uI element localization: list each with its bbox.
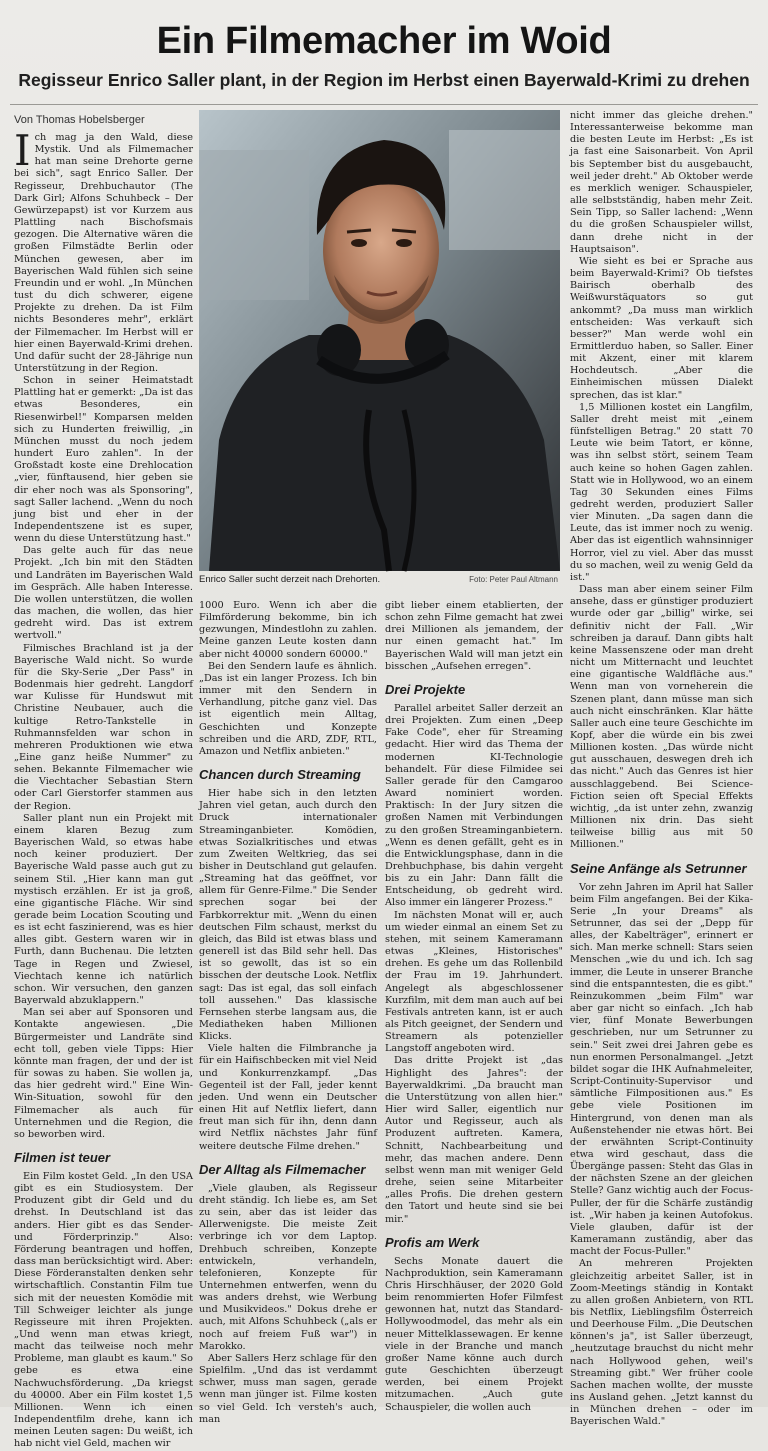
article-column-1 xyxy=(14,126,193,1450)
paragraph: Bei den Sendern laufe es ähnlich. „Das ist ein langer Prozess. Ich bin immer mit den Sendern in Verhandlung, pitche ganz viel. Das ist eigentlich mein Alltag, Geschichten und Konzepte schreiben und die ARD, ZDF, RTL, Amazon und Netflix anbieten." xyxy=(199,660,377,757)
paragraph: Ich mag ja den Wald, diese Mystik. Und als Filmemacher hat man seine Drehorte gerne bei sich", sagt Enrico Saller. Der Regisseur, Drehbuchautor (The Dark Girl; Alfons Schuhbeck – Der Gewürzepapst) ist vor Kurzem aus Plattling nach Bischofsmais gezogen. Die Alternative wären die großen Filmstädte Berlin oder München gewesen, aber im Bayerischen Wald fühlen sich seine Freundin und er wohl. „In München tust du dich schwerer, eigene Projekte zu drehen. Da ist Film nichts Besonderes mehr", erklärt der Filmemacher. Im Herbst will er hier einen Bayerwald-Krimi drehen. Und dafür sucht der 28-Jährige nun Unterstützung in der Region. xyxy=(14,126,193,374)
drop-cap: I xyxy=(14,126,31,175)
paragraph: 1000 Euro. Wenn ich aber die Filmförderung bekomme, bin ich gezwungen, Mindestlohn zu zahlen. Meine ganzen Leute kosten dann aber nicht 40000 sondern 60000." xyxy=(199,600,377,660)
paragraph: Viele halten die Filmbranche ja für ein Haifischbecken mit viel Neid und Konkurrenzkampf. „Das Gegenteil ist der Fall, jeder kennt jeden. Und wenn ein Deutscher einen Hit auf Netflix liefert, dann freut man sich für ihn, denn dann wird Netflix nächstes Jahr fünf weitere deutsche Filme drehen." xyxy=(199,1043,377,1152)
paragraph: Parallel arbeitet Saller derzeit an drei Projekten. Zum einen „Deep Fake Code", eher für Streaming gedacht. Hier wird das Thema der modernen KI-Technologie behandelt. Für diese Filmidee sei Saller gerade für den Camgaroo Award nominiert worden. Praktisch: In der Jury sitzen die großen Namen mit Verbindungen zu den großen Streaminganbietern. „Wenn es denen gefällt, geht es in die Entwicklungsphase, dann in die Drehbuchphase, bis dahin vergeht bis zu ein Jahr: Dann fällt die Entscheidung, ob gedreht wird. Also immer ein längerer Prozess." xyxy=(385,702,563,909)
paragraph: Saller plant nun ein Projekt mit einem klaren Bezug zum Bayerischen Wald, so etwas habe noch keiner produziert. Der Bayerische Wald passe auch gut zu seinem Stil. „Hier kann man gut mystisch erzählen. Er ist ja groß, eine gigantische Fläche. Wir sind gerade beim Location Scouting und es ist echt faszinierend, was es hier alles gibt. Gestern waren wir in Furth, dann Buchenau. Die letzten Tage in Regen und Zwiesel, Viechtach kenne ich natürlich schon. Wir versuchen, den ganzen Bayerwald abzuklappern." xyxy=(14,812,193,1007)
headline: Ein Filmemacher im Woid xyxy=(156,20,612,62)
byline: Von Thomas Hobelsberger xyxy=(14,114,145,126)
section-heading: Der Alltag als Filmemacher xyxy=(199,1161,366,1177)
paragraph: Das dritte Projekt ist „das Highlight des Jahres": der Bayerwaldkrimi. „Da braucht man die Unterstützung von allen hier." Hier wird Saller, eigentlich nur Autor und Regisseur, auch als Produzent auftreten. Kamera, Schnitt, Nachbearbeitung und mehr, das machen andere. Denn selbst wenn man mit weniger Geld drehe, seien seine Mitarbeiter „alles Profis. Die drehen gestern den Tatort und heute sind sie bei mir." xyxy=(385,1055,563,1225)
photo-caption xyxy=(199,574,560,585)
photo-illustration xyxy=(199,110,560,571)
paragraph: Schon in seiner Heimatstadt Plattling hat er gemerkt: „Da ist das etwas Besonderes, ein Riesenwirbel!" Komparsen melden sich zu Hunderten freiwillig, „in München musst du noch jedem hundert Euro zahlen". In der Großstadt koste eine Drehlocation „vier, fünftausend, hier geben sie dir eher noch was als Sponsoring", sagt Saller lachend. „Wenn du noch jung bist und eher in der Independentszene ist es super, wenn du diese Unterstützung hast." xyxy=(14,375,193,545)
article-column-4 xyxy=(570,110,753,1428)
section-heading: Chancen durch Streaming xyxy=(199,767,361,783)
article-column-2 xyxy=(199,600,377,1425)
paragraph: Filmisches Brachland ist ja der Bayerische Wald nicht. So wurde für die Sky-Serie „Der Pass" in Bodenmais hier gedreht. Langdorf war Kulisse für Hundswut mit Christine Neubauer, auch die kultige Retro-Tankstelle in Ruhmannsfelden war schon in mehreren Produktionen wie etwa „Eine ganz heiße Nummer" zu sehen. Bekannte Filmemacher wie die Viechtacher Sebastian Stern oder Carl Gierstorfer stammen aus der Region. xyxy=(14,642,193,812)
portrait-photo xyxy=(199,110,560,571)
paragraph: Hier habe sich in den letzten Jahren viel getan, auch durch den Druck internationaler Streaminganbieter. Komödien, etwas Sozialkritisches und etwas zum Zweiten Weltkrieg, das sei bisher in Deutschland gut gelaufen. „Streaming hat das geöffnet, vor allem für Genre-Filme." Die Sender sprechen sogar bei der Farbkorrektur mit. „Wenn du einen deutschen Film schaust, merkst du gleich, das Bild ist etwas blass und generell ist das Bild sehr hell. Das ist so gewollt, das ist so ein bisschen der deutsche Look. Netflix sagt: Das ist egal, das soll einfach toll aussehen." Das klassische Fernsehen sterbe langsam aus, die Mediatheken haben Millionen Klicks. xyxy=(199,788,377,1043)
section-heading: Profis am Werk xyxy=(385,1234,480,1250)
paragraph: Ein Film kostet Geld. „In den USA gibt es ein Studiosystem. Der Produzent gibt dir Geld und du drehst. In Deutschland ist das anders. Hier gibt es das Sender- und Förderprinzip." Also: Förderung beantragen und hoffen, dass man berücksichtigt wird. Aber: Diese Förderanstalten denken sehr wirtschaftlich. Constantin Film tue sich mit der neuesten Komödie mit Till Schweiger leichter als junge Regisseure mit ihren Projekten. „Und wenn man etwas kriegt, macht das teilweise noch mehr Probleme, man glaubt es kaum." So gebe es etwa eine Nachwuchsförderung. „Da kriegst du 40000. Aber ein Film kostet 1,5 Millionen. Wenn ich einen Independentfilm drehe, kann ich meinen Leuten sagen: Du weißt, ich hab nicht viel Geld, machen wir xyxy=(14,1170,193,1450)
paragraph: An mehreren Projekten gleichzeitig arbeitet Saller, ist in Zoom-Meetings ständig in Kontakt zu allen großen Anbietern, von RTL bis Netflix, Lieblingsfilm Österreich und Deerhouse Film. „Die Deutschen können's ja", ist Saller überzeugt, „heutzutage brauchst du nicht mehr nach Hollywood gehen, weil's Streaming gibt." Wer früher coole Sachen machen wollte, der musste ins Ausland gehen. „Jetzt kannst du in München drehen – oder im Bayerischen Wald." xyxy=(570,1258,753,1428)
section-heading: Filmen ist teuer xyxy=(14,1149,111,1165)
paragraph: Das gelte auch für das neue Projekt. „Ich bin mit den Städten und Landräten im Bayerischen Wald im Gespräch. Alle haben Interesse. Die wollen unterstützen, die wollen das machen, die wollen, das hier gedreht wird. Das ist extrem wertvoll." xyxy=(14,545,193,642)
section-heading: Drei Projekte xyxy=(385,681,466,697)
paragraph: 1,5 Millionen kostet ein Langfilm, Saller dreht meist mit „einem fünfstelligen Betrag." 20 statt 70 Leute wie beim Tatort, er könne, was ihn selbst stört, seinem Team auch keine so hohen Gagen zahlen. Statt wie in Hollywood, wo an einem Tag 30 Sekunden eines Films gedreht werden, produziert Saller vier Minuten. „Da sagen dann die Leute, das ist immer noch zu wenig. Aber das ist eigentlich wahnsinniger Horror, viel zu viel. Aber das musst du so machen, weil zu wenig Geld da ist." xyxy=(570,401,753,583)
header-rule xyxy=(10,104,758,105)
caption-text: Enrico Saller sucht derzeit nach Drehorten. xyxy=(199,574,381,585)
section-heading: Seine Anfänge als Setrunner xyxy=(570,860,747,876)
paragraph: Vor zehn Jahren im April hat Saller beim Film angefangen. Bei der Kika-Serie „In your Dreams" als Setrunner, das sei der „Depp für alles, der Kabelträger", erinnert er sich. Man merke schnell: Stars seien Menschen „wie du und ich. Ich sag immer, die Leute in unserer Branche sind die entspanntesten, die es gibt." Reinzukommen „beim Film" war aber gar nicht so einfach. „Ich hab vier, fünf Monate Bewerbungen geschrieben, nur um Setrunner zu sein." Seit zwei drei Jahren gebe es nun enormen Personalmangel. „Jetzt bildet sogar die IHK Aufnahmeleiter, Script-Continuity-Supervisor und sämtliche Filmpositionen aus." Es gebe viele Positionen im Hintergrund, von denen man als Außenstehender nie etwas hört. Bei der erwähnten Script-Continuity etwa wird geschaut, dass die Übergänge passen: Steht das Glas in der nächsten Szene an der gleichen Stelle? Ganz wichtig auch der Focus-Puller, der für die Schärfe zuständig ist. „Wir haben ja keinen Autofokus. Viele glauben, dafür ist der Kameramann zuständig, aber das macht der Focus-Puller." xyxy=(570,881,753,1258)
paragraph: Sechs Monate dauert die Nachproduktion, sein Kameramann Chris Hirschhäuser, der 2020 Gold beim renommierten Hofer Filmfest gewonnen hat, nutzt das Standard-Hollywoodmodel, das mehr als ein neuer Mittelklassewagen. Er kenne viele in der Branche und manch großer Name könne auch durch gute Geschichten überzeugt werden, bei einem Projekt mitzumachen. „Auch gute Schauspieler, die wollen auch xyxy=(385,1255,563,1413)
paragraph: Aber Sallers Herz schlage für den Spielfilm. „Und das ist verdammt schwer, muss man sagen, gerade wenn man jünger ist. Filme kosten so viel Geld. Ich versteh's auch, man xyxy=(199,1352,377,1425)
paragraph: gibt lieber einem etablierten, der schon zehn Filme gemacht hat zwei drei Millionen als jemandem, der nur einen gemacht hat." Im Bayerischen Wald will man jetzt ein bisschen „Aufsehen erregen". xyxy=(385,600,563,672)
subheadline: Regisseur Enrico Saller plant, in der Region im Herbst einen Bayerwald-Krimi zu drehen xyxy=(18,70,750,90)
photo-credit: Foto: Peter Paul Altmann xyxy=(469,575,558,584)
paragraph: Wie sieht es bei er Sprache aus beim Bayerwald-Krimi? Ob tiefstes Bairisch oberhalb des Weißwurstäquators so gut ankommt? „Da muss man wirklich entscheiden: Was verkauft sich besser?" Man werde wohl ein Ermittlerduo haben, so Saller. Einer mit Akzent, einer mit klarem Hochdeutsch. „Aber die Einheimischen müssen Dialekt sprechen, das ist klar." xyxy=(570,255,753,401)
paragraph: Man sei aber auf Sponsoren und Kontakte angewiesen. „Die Bürgermeister und Landräte sind echt toll, geben viele Tipps: Hier könnte man fragen, der und der ist für sowas zu haben. Sie wollen ja, das hier gedreht wird." Eine Win-Win-Situation, sowohl für den Filmemacher als auch für Unternehmen und die Region, die so beworben wird. xyxy=(14,1007,193,1140)
article-column-3 xyxy=(385,600,563,1413)
paragraph: Im nächsten Monat will er, auch um wieder einmal an einem Set zu stehen, mit seinem Kameramann etwas „Kleines, Historisches" drehen. Es gehe um das Rollenbild der Frau im 19. Jahrhundert. Angelegt als abgeschlossener Kurzfilm, mit dem man auch auf bei Festivals antreten kann, ist er auch als Pitch geeignet, der Sendern und Streamern als potenzieller Langstoff angeboten wird. xyxy=(385,909,563,1055)
paragraph: Dass man aber einem seiner Film ansehe, dass er günstiger produziert wurde oder gar „billig" wirke, sei definitiv nicht der Fall. „Wir schreiben ja darauf. Dann gibts halt keine Massenszene oder man dreht nicht um Mitternacht und leuchtet eine gigantische Waldfläche aus." Wenn man von vorneherein die Szenen plant, dann müsse man sich auch nicht einschränken. Klar hätte Saller auch eine teure Geschichte im Kopf, aber die würde ein bis zwei Millionen kosten. „Das würde nicht gut ausschauen, deswegen dreh ich das nicht." Auch das Genres ist hier ausschlaggebend. Bei Science-Fiction seien oft Special Effekts wichtig, „da ist unter zehn, zwanzig Millionen nix drin. Das sieht teilweise billig aus mit 50 Millionen." xyxy=(570,584,753,851)
paragraph: „Viele glauben, als Regisseur dreht ständig. Ich liebe es, am Set zu sein, aber das ist leider das Allerwenigste. Die meiste Zeit verbringe ich vor dem Laptop. Drehbuch schreiben, Konzepte entwickeln, verhandeln, telefonieren, Konzepte für Unternehmen entwerfen, wenn du was anders drehst, wie Werbung und Musikvideos." Dokus drehe er auch, mit Alfons Schuhbeck („als er noch auf freiem Fuß war") in Marokko. xyxy=(199,1182,377,1352)
paragraph: nicht immer das gleiche drehen." Interessanterweise bekomme man die besten Leute im Herbst: „Es ist ja fast eine Saisonarbeit. Von April bis September bist du ausgebaucht, weil jeder dreht." Ab Oktober werde es merklich weniger. Schauspieler, alle selbstständig, haben mehr Zeit. Sein Tipp, so Saller lachend: „Wenn du die großen Schauspieler willst, dann drehe nicht in der Hauptsaison". xyxy=(570,110,753,255)
